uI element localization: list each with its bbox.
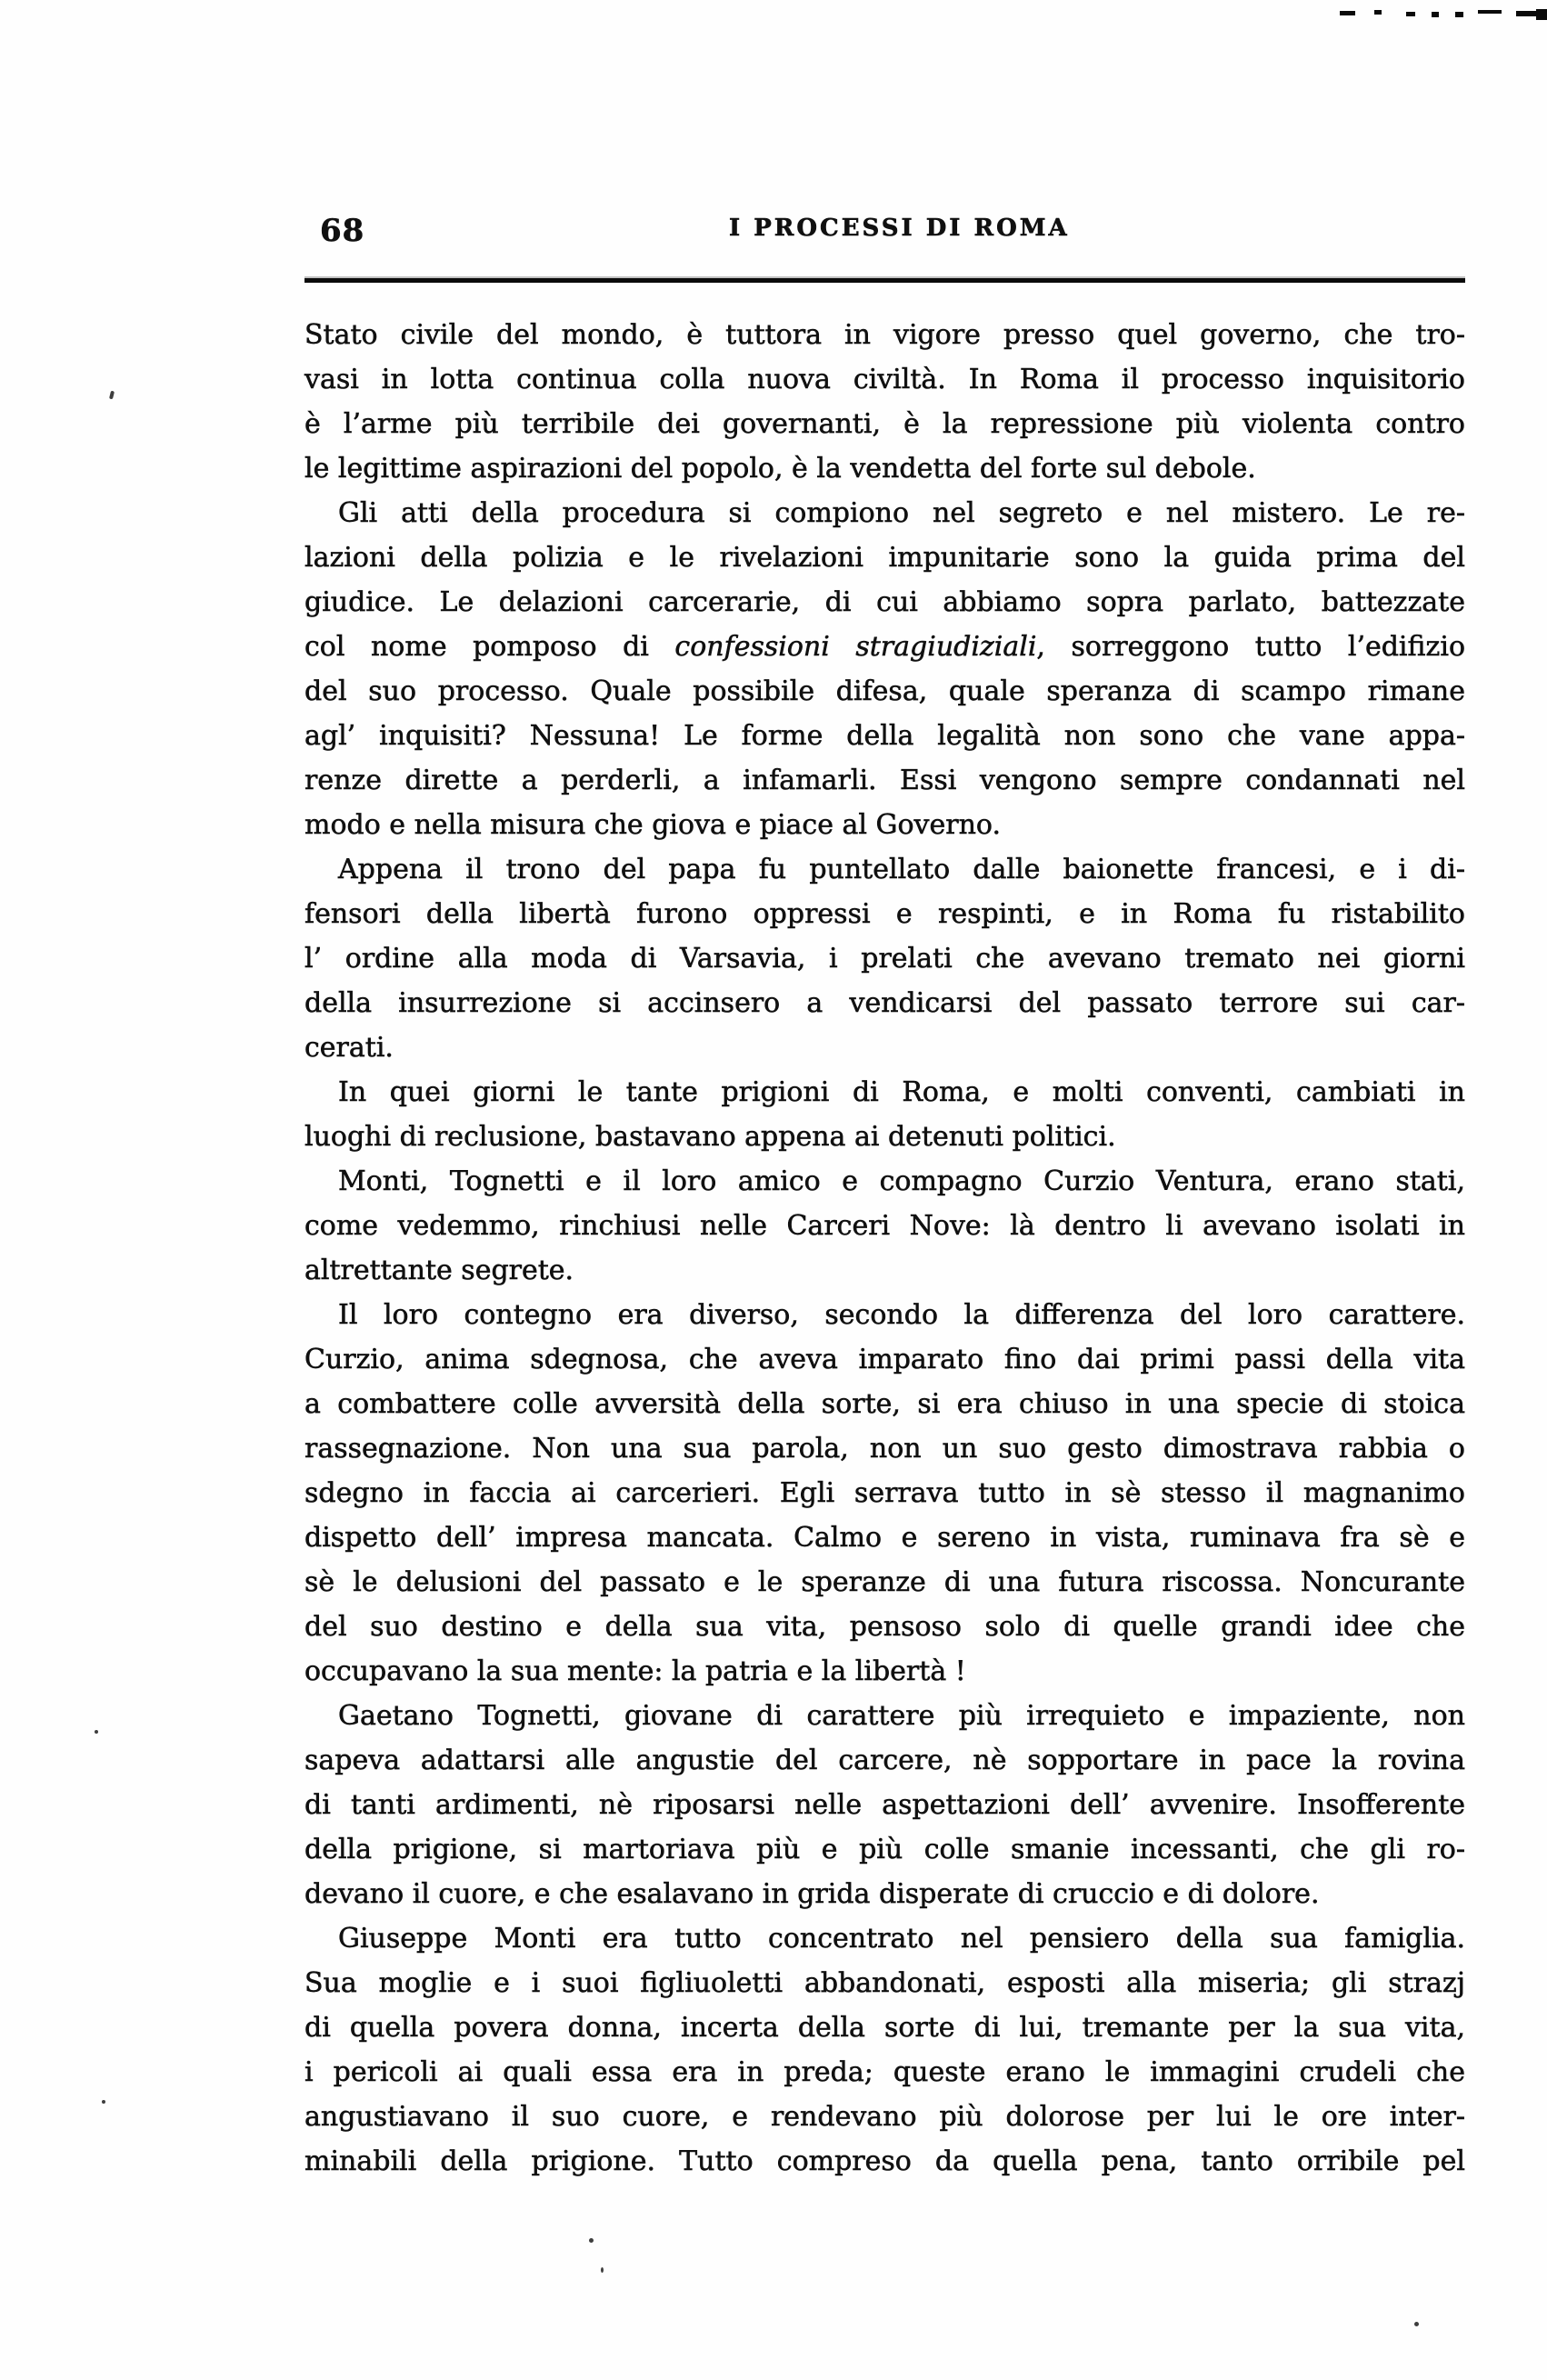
scan-dash (1455, 12, 1463, 17)
scan-speck (589, 2238, 594, 2243)
paragraph-6 (304, 1293, 1465, 1694)
text-line: In quei giorni le tante prigioni di Roma, e molti conventi, cambiati in (338, 1076, 1465, 1108)
scan-dash (1478, 10, 1502, 14)
scan-speck (601, 2267, 604, 2273)
text-line: fensori della libertà furono oppressi e respinti, e in Roma fu ristabilito (304, 898, 1465, 930)
text-line: agl’ inquisiti? Nessuna! Le forme della legalità non sono che vane appa- (304, 720, 1465, 752)
text-line: Gaetano Tognetti, giovane di carattere più irrequieto e impaziente, non (338, 1700, 1465, 1732)
text-line: l’ ordine alla moda di Varsavia, i prelati che avevano tremato nei giorni (304, 943, 1465, 975)
text-line: come vedemmo, rinchiusi nelle Carceri Nove: là dentro li avevano isolati in (304, 1210, 1465, 1242)
text-line: renze dirette a perderli, a infamarli. Essi vengono sempre condannati nel (304, 765, 1465, 796)
scan-speck (109, 391, 115, 400)
header-rule (304, 278, 1465, 283)
text-line: rassegnazione. Non una sua parola, non un suo gesto dimostrava rabbia o (304, 1433, 1465, 1465)
text-line: della insurrezione si accinsero a vendicarsi del passato terrore sui car- (304, 987, 1465, 1019)
text-line-with-italic (304, 625, 1465, 669)
text-line: Gli atti della procedura si compiono nel segreto e nel mistero. Le re- (338, 497, 1465, 529)
text-line: è l’arme più terribile dei governanti, è la repressione più violenta contro (304, 408, 1465, 440)
text-line: Appena il trono del papa fu puntellato dalle baionette francesi, e i di- (338, 854, 1465, 885)
text-line: della prigione, si martoriava più e più colle smanie incessanti, che gli ro- (304, 1834, 1465, 1865)
text-line: devano il cuore, e che esalavano in grida disperate di cruccio e di dolore. (304, 1878, 1320, 1910)
text-line: sapeva adattarsi alle angustie del carcere, nè sopportare in pace la rovina (304, 1745, 1465, 1776)
text-line: angustiavano il suo cuore, e rendevano più dolorose per lui le ore inter- (304, 2101, 1465, 2133)
text-line: Il loro contegno era diverso, secondo la differenza del loro carattere. (338, 1299, 1465, 1331)
text-line: Monti, Tognetti e il loro amico e compagno Curzio Ventura, erano stati, (338, 1165, 1465, 1197)
text-line: cerati. (304, 1032, 394, 1064)
page-body-text (304, 313, 1465, 2184)
scan-dash (1432, 12, 1439, 17)
paragraph-7 (304, 1694, 1465, 1916)
paragraph-1 (304, 313, 1465, 491)
paragraph-3 (304, 847, 1465, 1070)
text-line: sè le delusioni del passato e le speranze di una futura riscossa. Noncurante (304, 1566, 1465, 1598)
text-run: col nome pomposo di (304, 631, 675, 663)
text-line: sdegno in faccia ai carcerieri. Egli serrava tutto in sè stesso il magnanimo (304, 1477, 1465, 1509)
scan-dash (1340, 11, 1355, 15)
text-run: , sorreggono tutto l’edifizio (1036, 631, 1465, 663)
text-line: del suo processo. Quale possibile difesa, quale speranza di scampo rimane (304, 675, 1465, 707)
text-line: giudice. Le delazioni carcerarie, di cui abbiamo sopra parlato, battezzate (304, 586, 1465, 618)
text-line: altrettante segrete. (304, 1255, 574, 1286)
paragraph-2 (304, 491, 1465, 847)
text-line: Stato civile del mondo, è tuttora in vigore presso quel governo, che tro- (304, 319, 1465, 351)
scan-dash (1374, 10, 1382, 15)
text-line: minabili della prigione. Tutto compreso da quella pena, tanto orribile pel (304, 2145, 1465, 2177)
italic-phrase: confessioni stragiudiziali (674, 631, 1037, 663)
scan-speck (95, 1730, 98, 1734)
scan-speck (102, 2100, 105, 2104)
text-line: i pericoli ai quali essa era in preda; queste erano le immagini crudeli che (304, 2056, 1465, 2088)
text-line: luoghi di reclusione, bastavano appena ai detenuti politici. (304, 1121, 1116, 1153)
text-line: occupavano la sua mente: la patria e la libertà ! (304, 1655, 966, 1687)
text-line: di quella povera donna, incerta della sorte di lui, tremante per la sua vita, (304, 2012, 1465, 2044)
text-line: di tanti ardimenti, nè riposarsi nelle aspettazioni dell’ avvenire. Insofferente (304, 1789, 1465, 1821)
text-line: del suo destino e della sua vita, pensoso solo di quelle grandi idee che (304, 1611, 1465, 1643)
paragraph-5 (304, 1159, 1465, 1293)
text-line: Giuseppe Monti era tutto concentrato nel pensiero della sua famiglia. (338, 1923, 1465, 1955)
text-line: vasi in lotta continua colla nuova civiltà. In Roma il processo inquisitorio (304, 364, 1465, 395)
page-number: 68 (320, 213, 365, 249)
paragraph-4 (304, 1070, 1465, 1159)
running-title: I PROCESSI DI ROMA (729, 215, 1070, 242)
text-line: lazioni della polizia e le rivelazioni impunitarie sono la guida prima del (304, 542, 1465, 574)
text-line: Sua moglie e i suoi figliuoletti abbandonati, esposti alla miseria; gli strazj (304, 1967, 1465, 1999)
scan-dash (1536, 9, 1547, 20)
scan-dash (1406, 12, 1415, 16)
paragraph-8 (304, 1916, 1465, 2184)
text-line: dispetto dell’ impresa mancata. Calmo e sereno in vista, ruminava fra sè e (304, 1522, 1465, 1554)
text-line: modo e nella misura che giova e piace al Governo. (304, 809, 1001, 841)
text-line: a combattere colle avversità della sorte, si era chiuso in una specie di stoica (304, 1388, 1465, 1420)
scan-speck (1414, 2322, 1419, 2326)
text-line: Curzio, anima sdegnosa, che aveva imparato fino dai primi passi della vita (304, 1344, 1465, 1375)
text-line: le legittime aspirazioni del popolo, è la vendetta del forte sul debole. (304, 453, 1256, 485)
